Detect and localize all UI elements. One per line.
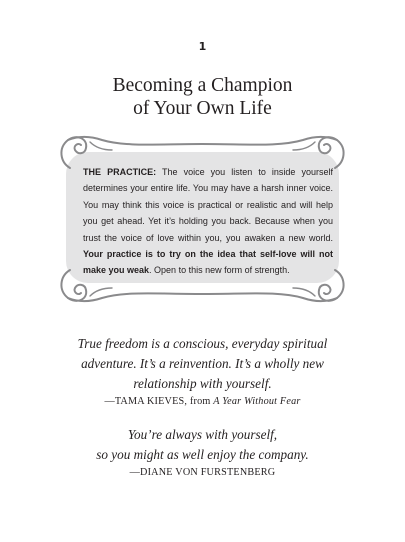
page-number: 1 — [198, 40, 207, 53]
practice-body: The voice you listen to inside yourself determines your entire life. You may have a harsh inner voice. You may think this voice is practical or realistic and will help you get ahead. Yet it’s holding you back. Because when you trust the voice of love within you, you awaken a new world. — [83, 167, 333, 243]
quote-von-furstenberg — [0, 425, 405, 481]
quote-1-line-2: adventure. It’s a reinvention. It’s a wholly new — [81, 356, 324, 371]
quote-1-line-3: relationship with yourself. — [133, 376, 272, 391]
practice-closing: . Open to this new form of strength. — [149, 265, 290, 276]
quote-1-attribution — [0, 394, 405, 410]
chapter-title-line-1: Becoming a Champion — [112, 75, 293, 96]
quote-2-line-2: so you might as well enjoy the company. — [96, 447, 309, 462]
quote-1-author: —TAMA KIEVES, from — [104, 396, 214, 407]
bottom-scroll-ornament — [56, 268, 349, 308]
quote-1-line-1: True freedom is a conscious, everyday spiritual — [77, 336, 328, 351]
quote-2-author: —DIANE VON FURSTENBERG — [129, 467, 276, 478]
practice-lead: THE PRACTICE: — [83, 167, 157, 177]
chapter-title-line-2: of Your Own Life — [133, 98, 272, 119]
quote-2-line-1: You’re always with yourself, — [127, 427, 278, 442]
quote-1-book-title: A Year Without Fear — [213, 396, 301, 407]
practice-paragraph — [83, 164, 333, 279]
quote-kieves — [0, 334, 405, 410]
practice-emphasis: Your practice is to try on the idea that self-love will not make you weak — [83, 249, 333, 276]
chapter-title — [0, 74, 405, 120]
